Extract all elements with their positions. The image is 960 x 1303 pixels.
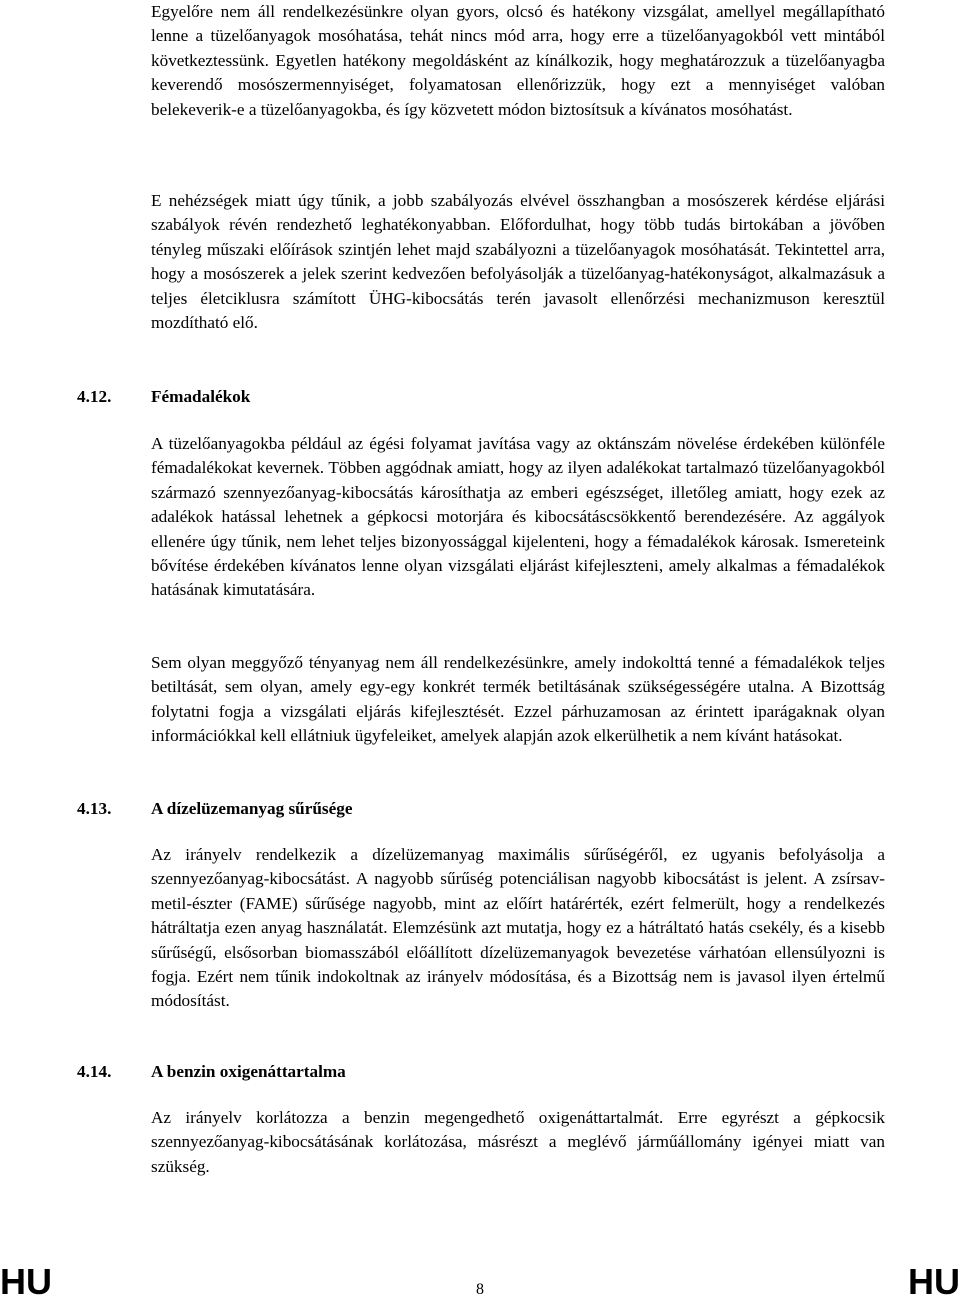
paragraph-metal-additives-2: Sem olyan meggyőző tényanyag nem áll rendelkezésünkre, amely indokolttá tenné a fémadalékok teljes betiltását, sem olyan, amely egy-egy konkrét termék betiltásának szükségességére utalna. A Bizottság folytatni fogja a vizsgálati eljárás kifejlesztését. Ezzel párhuzamosan az érintett iparágaknak olyan információkkal kell ellátniuk ügyfeleiket, amelyek alapján azok elkerülhetik a nem kívánt hatásokat.: [151, 653, 885, 746]
footer-language-left: HU: [0, 1261, 52, 1302]
page-number: 8: [476, 1281, 484, 1298]
section-number-4-13: 4.13.: [77, 799, 112, 818]
paragraph-metal-additives-1: A tüzelőanyagokba például az égési folyamat javítása vagy az oktánszám növelése érdekében különféle fémadalékokat kevernek. Többen aggódnak amiatt, hogy az ilyen adalékokat tartalmazó tüzelőanyagokból származó szennyezőanyag-kibocsátás károsíthatja az emberi egészséget, illetőleg amiatt, hogy ezek az adalékok hatással lehetnek a gépkocsi motorjára és kibocsátáscsökkentő berendezésére. Az aggályok ellenére úgy tűnik, nem lehet teljes bizonyossággal kijelenteni, hogy a fémadalékok károsak. Ismereteink bővítése érdekében kívánatos lenne olyan vizsgálati eljárást kifejleszteni, amely alkalmas a fémadalékok hatásának kimutatására.: [151, 434, 885, 600]
paragraph-regulation: E nehézségek miatt úgy tűnik, a jobb szabályozás elvével összhangban a mosószerek kérdése eljárási szabályok révén rendezhető leghatékonyabban. Előfordulhat, hogy több tudás birtokában a jövőben tényleg műszaki előírások szintjén lehet majd szabályozni a tüzelőanyagok mosóhatását. Tekintettel arra, hogy a mosószerek a jelek szerint kedvezően befolyásolják a tüzelőanyag-hatékonyságot, alkalmazásuk a teljes életciklusra számított ÜHG-kibocsátás terén javasolt ellenőrzési mechanizmuson keresztül mozdítható elő.: [151, 191, 885, 333]
section-number-4-12: 4.12.: [77, 387, 112, 406]
paragraph-washing-effect: Egyelőre nem áll rendelkezésünkre olyan gyors, olcsó és hatékony vizsgálat, amellyel megállapítható lenne a tüzelőanyagok mosóhatása, tehát nincs mód arra, hogy erre a tüzelőanyagokból vett mintából következtessünk. Egyetlen hatékony megoldásként az kínálkozik, hogy meghatározzuk a tüzelőanyagba keverendő mosószermennyiséget, folyamatosan ellenőrizzük, hogy ezt a mennyiséget valóban belekeverik-e a tüzelőanyagokba, és így közvetett módon biztosítsuk a kívánatos mosóhatást.: [151, 2, 885, 119]
footer-language-right: HU: [908, 1261, 960, 1302]
section-title-petrol-oxygenates: A benzin oxigenáttartalma: [151, 1062, 346, 1081]
paragraph-petrol-oxygenates: Az irányelv korlátozza a benzin megengedhető oxigenáttartalmát. Erre egyrészt a gépkocsik szennyezőanyag-kibocsátásának korlátozása, másrészt a meglévő járműállomány igényei miatt van szükség.: [151, 1108, 885, 1176]
section-number-4-14: 4.14.: [77, 1062, 112, 1081]
paragraph-diesel-density: Az irányelv rendelkezik a dízelüzemanyag maximális sűrűségéről, ez ugyanis befolyásolja a szennyezőanyag-kibocsátást. A nagyobb sűrűség potenciálisan nagyobb kibocsátást is jelent. A zsírsav-metil-észter (FAME) sűrűsége nagyobb, mint az előírt határérték, ezért felmerült, hogy a rendelkezés hátráltatja ezen anyag használatát. Elemzésünk azt mutatja, hogy ez a hátráltató hatás csekély, és a kisebb sűrűségű, elsősorban biomasszából előállított dízelüzemanyagok bevezetése várhatóan ellensúlyozni is fogja. Ezért nem tűnik indokoltnak az irányelv módosítása, és a Bizottság nem is javasol ilyen értelmű módosítást.: [151, 845, 885, 1011]
section-title-metal-additives: Fémadalékok: [151, 387, 251, 406]
section-title-diesel-density: A dízelüzemanyag sűrűsége: [151, 799, 353, 818]
